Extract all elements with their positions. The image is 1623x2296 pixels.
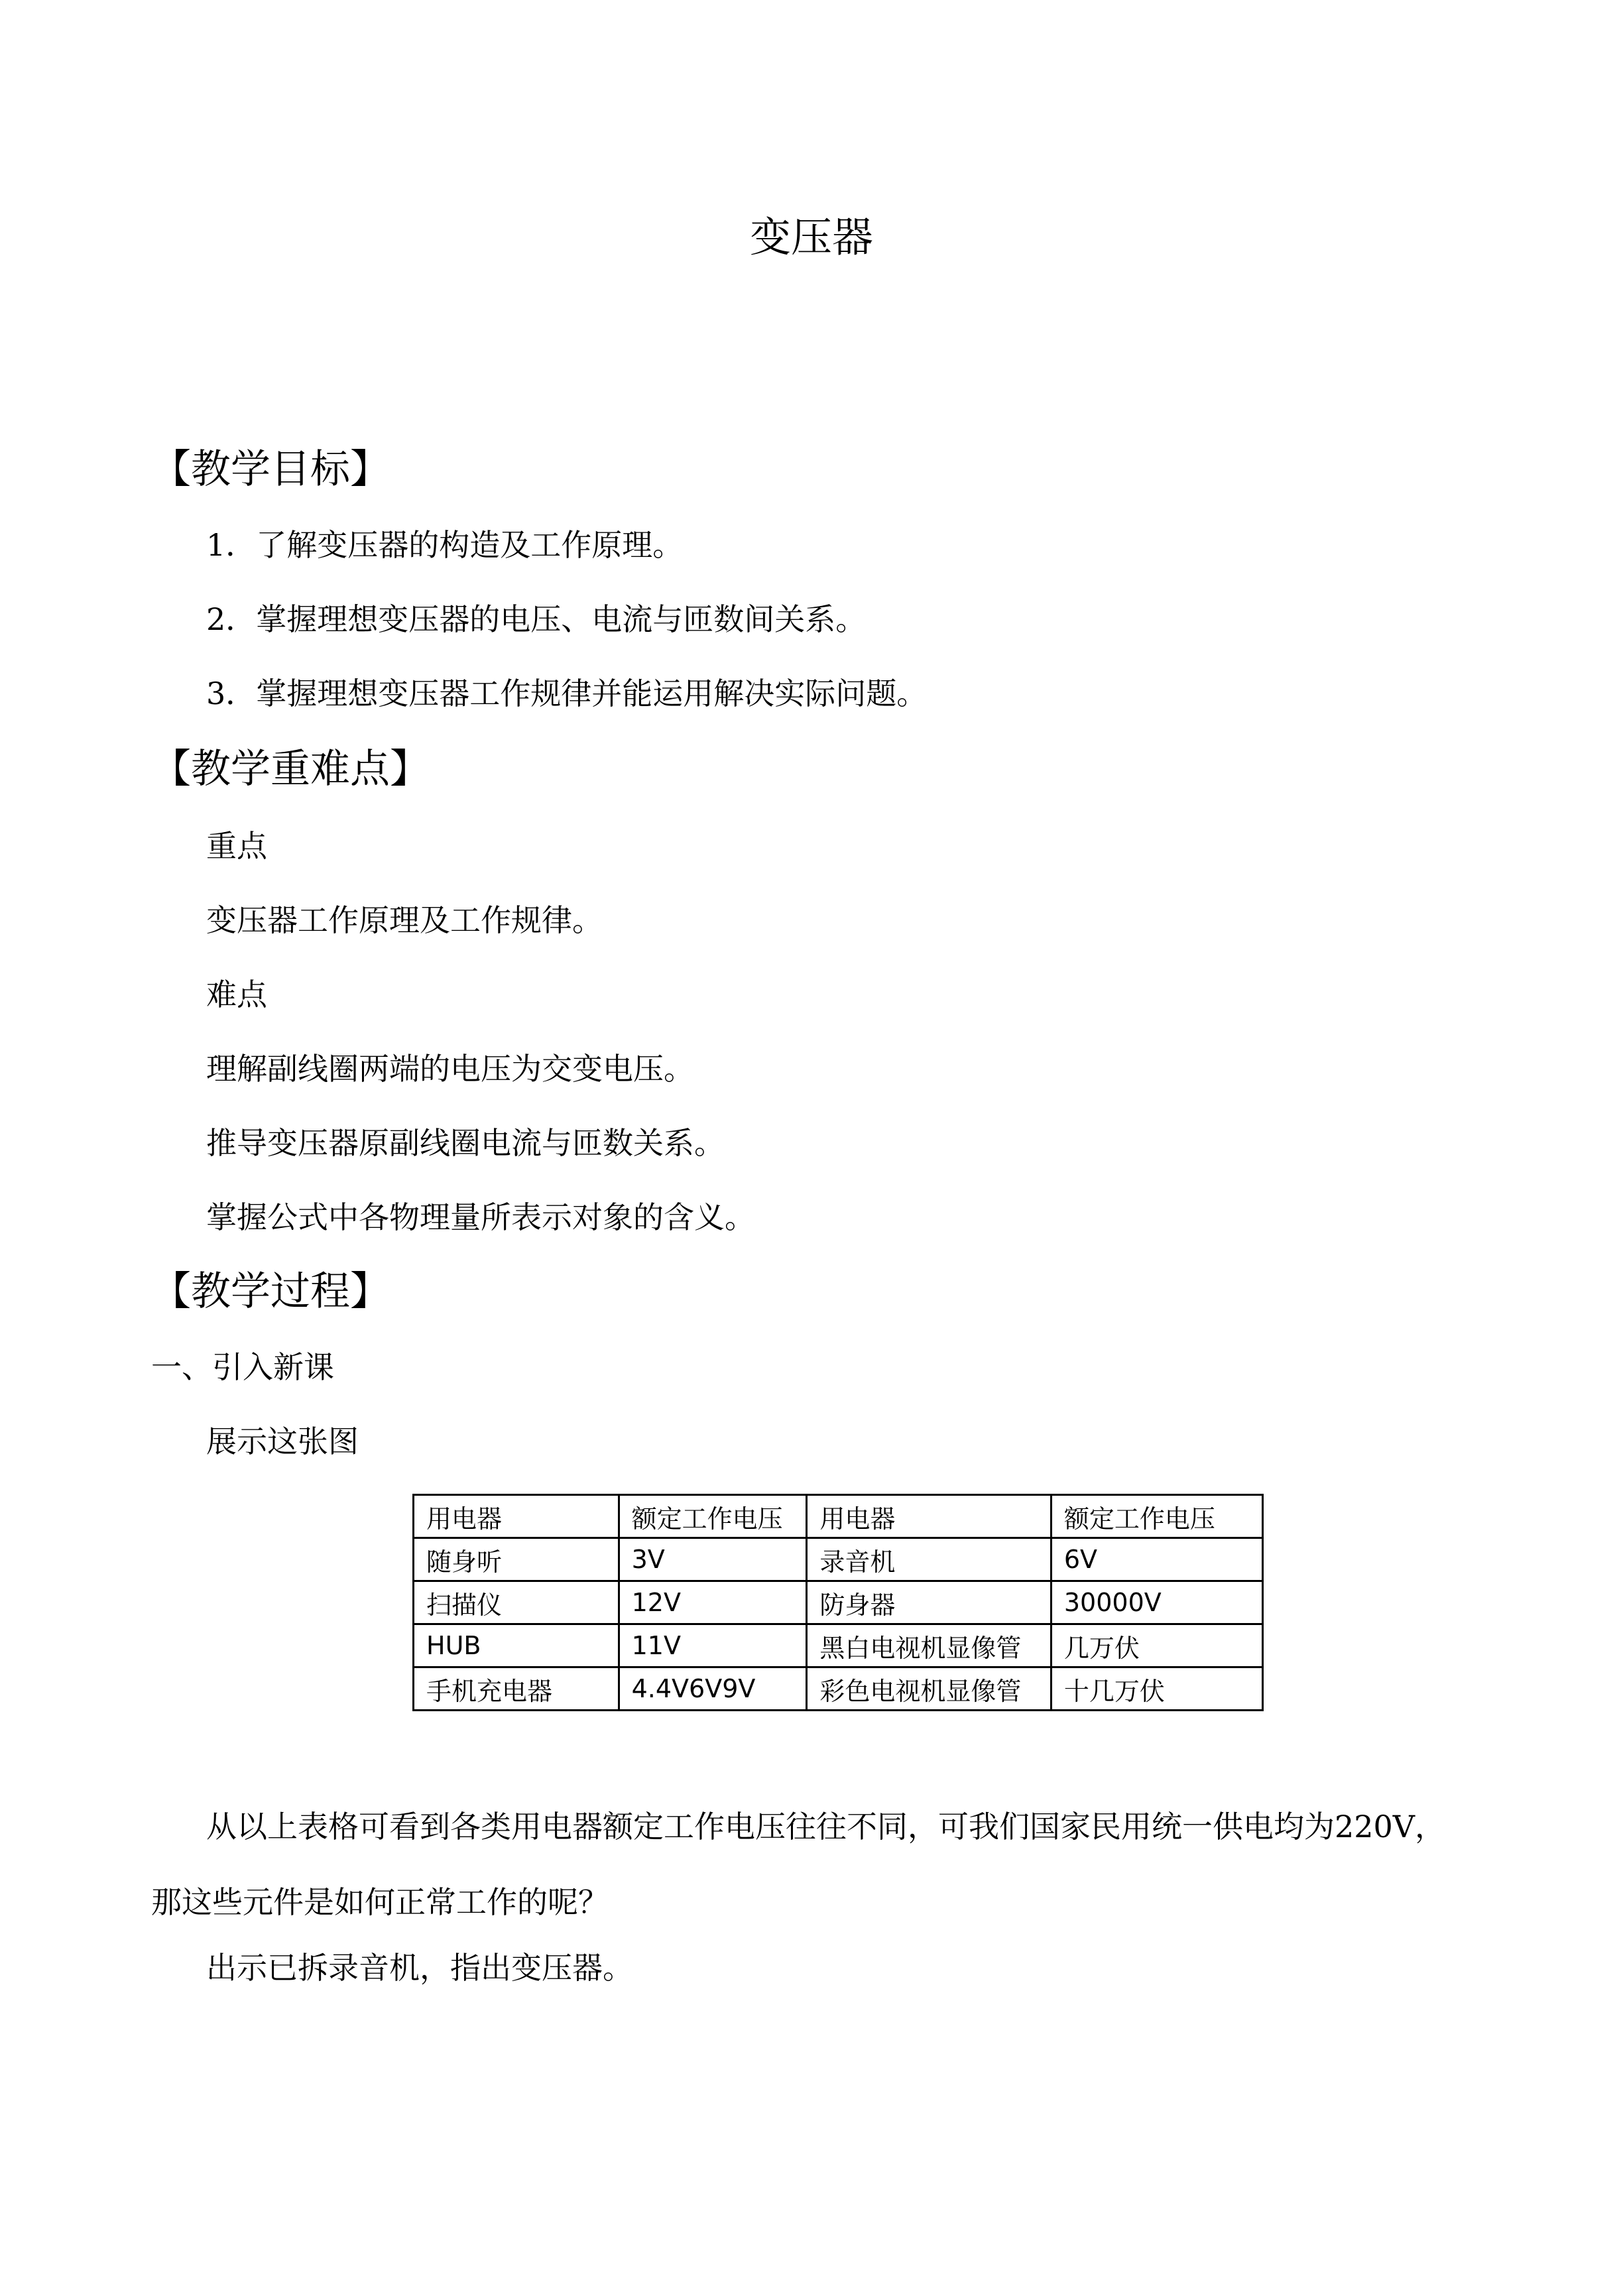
- table-cell: 用电器: [807, 1495, 1052, 1538]
- table-cell: 11V: [619, 1624, 807, 1667]
- table-header-row: [414, 1495, 1263, 1538]
- table-cell: 随身听: [414, 1538, 619, 1581]
- objectives-heading: 【教学目标】: [151, 446, 390, 493]
- table-cell: 用电器: [414, 1495, 619, 1538]
- table-explanation-paragraph: 从以上表格可看到各类用电器额定工作电压往往不同，可我们国家民用统一供电均为220V，那这些元件是如何正常工作的呢？: [151, 1809, 1446, 1920]
- process-heading: 【教学过程】: [151, 1268, 390, 1315]
- difficulty-item-3: 掌握公式中各物理量所表示对象的含义。: [206, 1199, 755, 1235]
- closing-line: 出示已拆录音机，指出变压器。: [206, 1950, 633, 1986]
- table-row: [414, 1624, 1263, 1667]
- table-row: [414, 1538, 1263, 1581]
- table-cell: 防身器: [807, 1581, 1052, 1624]
- process-intro: 展示这张图: [206, 1423, 359, 1459]
- process-sub-heading: 一、引入新课: [151, 1349, 334, 1385]
- table-row: [414, 1667, 1263, 1711]
- table-cell: 几万伏: [1051, 1624, 1262, 1667]
- table-cell: 3V: [619, 1538, 807, 1581]
- table-cell: 30000V: [1051, 1581, 1262, 1624]
- table-cell: 4.4V6V9V: [619, 1667, 807, 1711]
- table-cell: 录音机: [807, 1538, 1052, 1581]
- table-row: [414, 1581, 1263, 1624]
- table-cell: 额定工作电压: [619, 1495, 807, 1538]
- table-cell: 6V: [1051, 1538, 1262, 1581]
- key-point-text: 变压器工作原理及工作规律。: [206, 902, 603, 938]
- table-cell: 扫描仪: [414, 1581, 619, 1624]
- difficulty-item-1: 理解副线圈两端的电压为交变电压。: [206, 1051, 694, 1087]
- table-cell: 12V: [619, 1581, 807, 1624]
- objective-item-2: 2．掌握理想变压器的电压、电流与匝数间关系。: [206, 601, 867, 637]
- table-cell: 彩色电视机显像管: [807, 1667, 1052, 1711]
- objective-item-3: 3．掌握理想变压器工作规律并能运用解决实际问题。: [206, 676, 928, 711]
- table-cell: 十几万伏: [1051, 1667, 1262, 1711]
- page-title: 变压器: [749, 213, 873, 261]
- objective-item-1: 1．了解变压器的构造及工作原理。: [206, 527, 684, 563]
- voltage-table: [412, 1494, 1264, 1711]
- table-cell: 手机充电器: [414, 1667, 619, 1711]
- difficulty-item-2: 推导变压器原副线圈电流与匝数关系。: [206, 1125, 725, 1161]
- key-points-heading: 【教学重难点】: [151, 746, 430, 792]
- difficulty-label: 难点: [206, 977, 267, 1012]
- table-cell: HUB: [414, 1624, 619, 1667]
- key-point-label: 重点: [206, 828, 267, 864]
- table-cell: 额定工作电压: [1051, 1495, 1262, 1538]
- table-cell: 黑白电视机显像管: [807, 1624, 1052, 1667]
